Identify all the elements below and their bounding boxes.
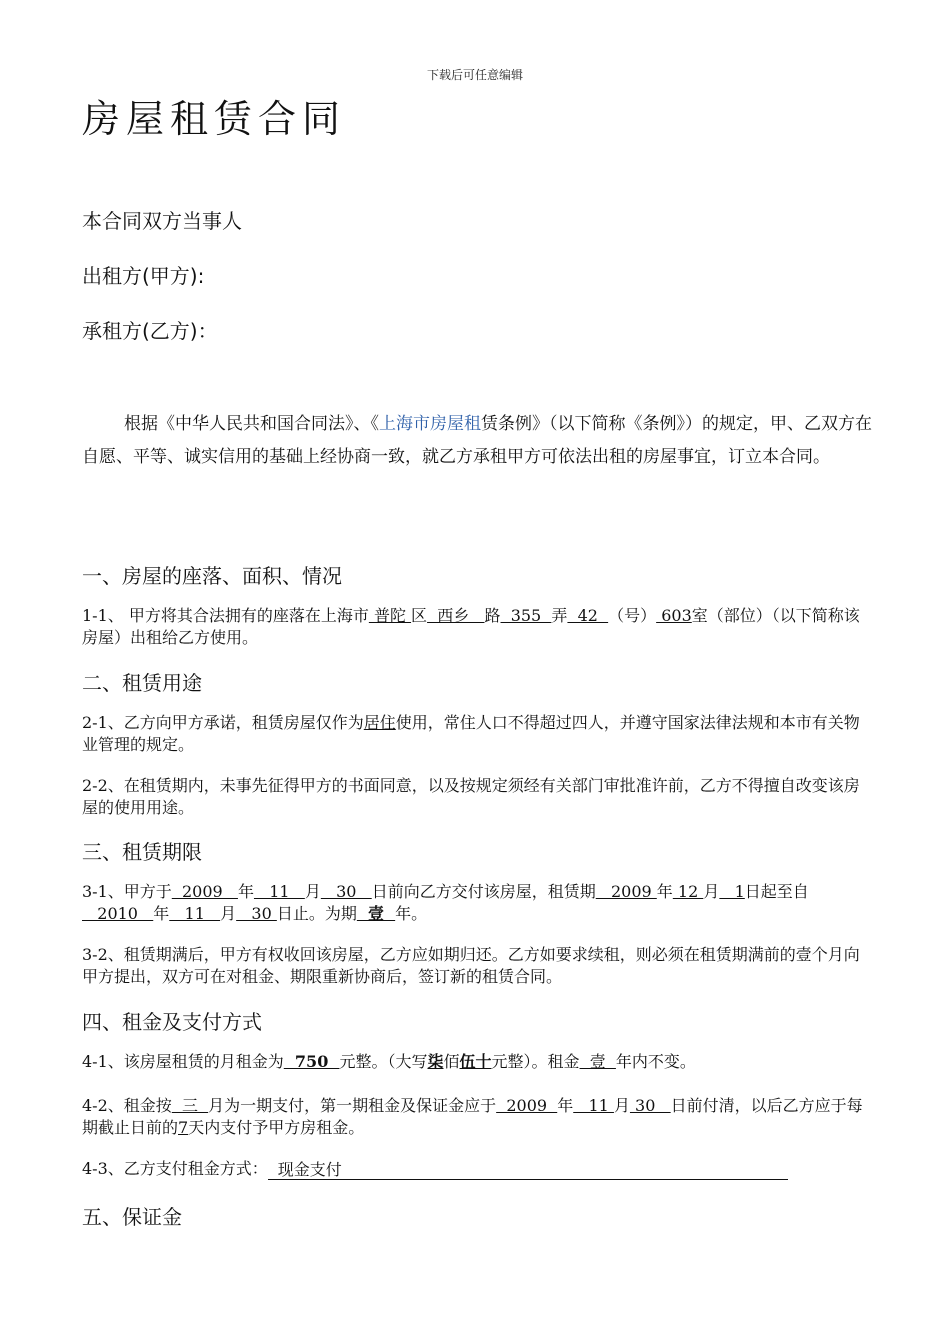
section-3-title: 三、租赁期限 [82,840,202,864]
section-5-title: 五、保证金 [82,1205,182,1229]
rent-tens-capital: 伍十 [459,1052,492,1071]
use-field: 居住 [363,713,396,732]
end-month: 11 [169,904,221,923]
parties-heading: 本合同双方当事人 [82,209,242,233]
section-1-title: 一、房屋的座落、面积、情况 [82,564,342,588]
clause-4-2: 4-2、租金按 三 月为一期支付，第一期租金及保证金应于 2009 年 11 月 30 日前付清，以后乙方应于每期截止日前的7天内支付予甲方房租金。 [82,1096,863,1137]
delivery-year: 2009 [171,882,238,901]
clause-4-3: 4-3、乙方支付租金方式： 现金支付 [82,1158,872,1180]
end-day: 30 [236,904,277,923]
section-4-title: 四、租金及支付方式 [82,1010,262,1034]
clause-2-2: 2-2、在租赁期内，未事先征得甲方的书面同意，以及按规定须经有关部门审批准许前，乙方不得擅自改变该房屋的使用用途。 [82,776,860,817]
section-2-title: 二、租赁用途 [82,671,202,695]
clause-2-1: 2-1、乙方向甲方承诺，租赁房屋仅作为居住使用，常住人口不得超过四人，并遵守国家法律法规和本市有关物业管理的规定。 [82,713,860,754]
start-month: 12 [672,882,704,901]
first-payment-month: 11 [573,1096,614,1115]
room-field: 603 [656,606,692,625]
delivery-day: 30 [320,882,372,901]
lane-field: 355 [500,606,552,625]
monthly-rent: 750 [283,1052,340,1071]
preamble-text [82,408,872,474]
end-year: 2010 [82,904,154,923]
header-note: 下载后可任意编辑 [426,68,523,82]
lessor-label: 出租方(甲方): [82,264,205,288]
preamble-part-2: 赁条例》（以下简称《条例》）的规定，甲、乙双方在自愿、平等、诚实信用的基础上经协商一致，就乙方承租甲方可依法出租的房屋事宜，订立本合同。 [82,414,872,467]
clause-1-1: 1-1、 甲方将其合法拥有的座落在上海市 普陀 区 西乡 路 355 弄 42 （号） 603室（部位）（以下简称该房屋）出租给乙方使用。 [82,606,860,647]
first-payment-year: 2009 [496,1096,558,1115]
payment-method-field [268,1159,788,1180]
district-field: 普陀 [368,606,412,625]
document-title: 房屋租赁合同 [82,97,347,141]
number-field: 42 [567,606,609,625]
lessee-label: 承租方(乙方)： [82,319,218,343]
payment-method-value: 现金支付 [277,1160,342,1179]
rent-hundreds-capital: 柒 [427,1052,444,1071]
clause-4-1: 4-1、该房屋租赁的月租金为 750 元整。（大写柒佰伍十元整）。租金 壹 年内不变。 [82,1052,696,1071]
clause-3-2: 3-2、租赁期满后，甲方有权收回该房屋，乙方应如期归还。乙方如要求续租，则必须在租赁期满前的壹个月向甲方提出，双方可在对租金、期限重新协商后，签订新的租赁合同。 [82,945,860,986]
first-payment-day: 30 [629,1096,671,1115]
payment-days: 7 [178,1118,189,1137]
delivery-month: 11 [253,882,305,901]
start-year: 2009 [595,882,657,901]
preamble-part-1: 根据《中华人民共和国合同法》、《 [124,414,379,434]
regulation-link[interactable]: 上海市房屋租 [379,414,481,434]
term-field: 壹 [356,904,396,923]
rent-fixed-years: 壹 [579,1052,616,1071]
preamble [82,408,872,474]
clause-3-1: 3-1、甲方于 2009 年 11 月 30 日前向乙方交付该房屋，租赁期 2009 年 12 月 1日起至自 2010 年 11 月 30 日止。为期 壹 年。 [82,882,809,923]
start-day: 1 [719,882,745,901]
payment-months: 三 [171,1096,209,1115]
road-field: 西乡 [427,606,485,625]
